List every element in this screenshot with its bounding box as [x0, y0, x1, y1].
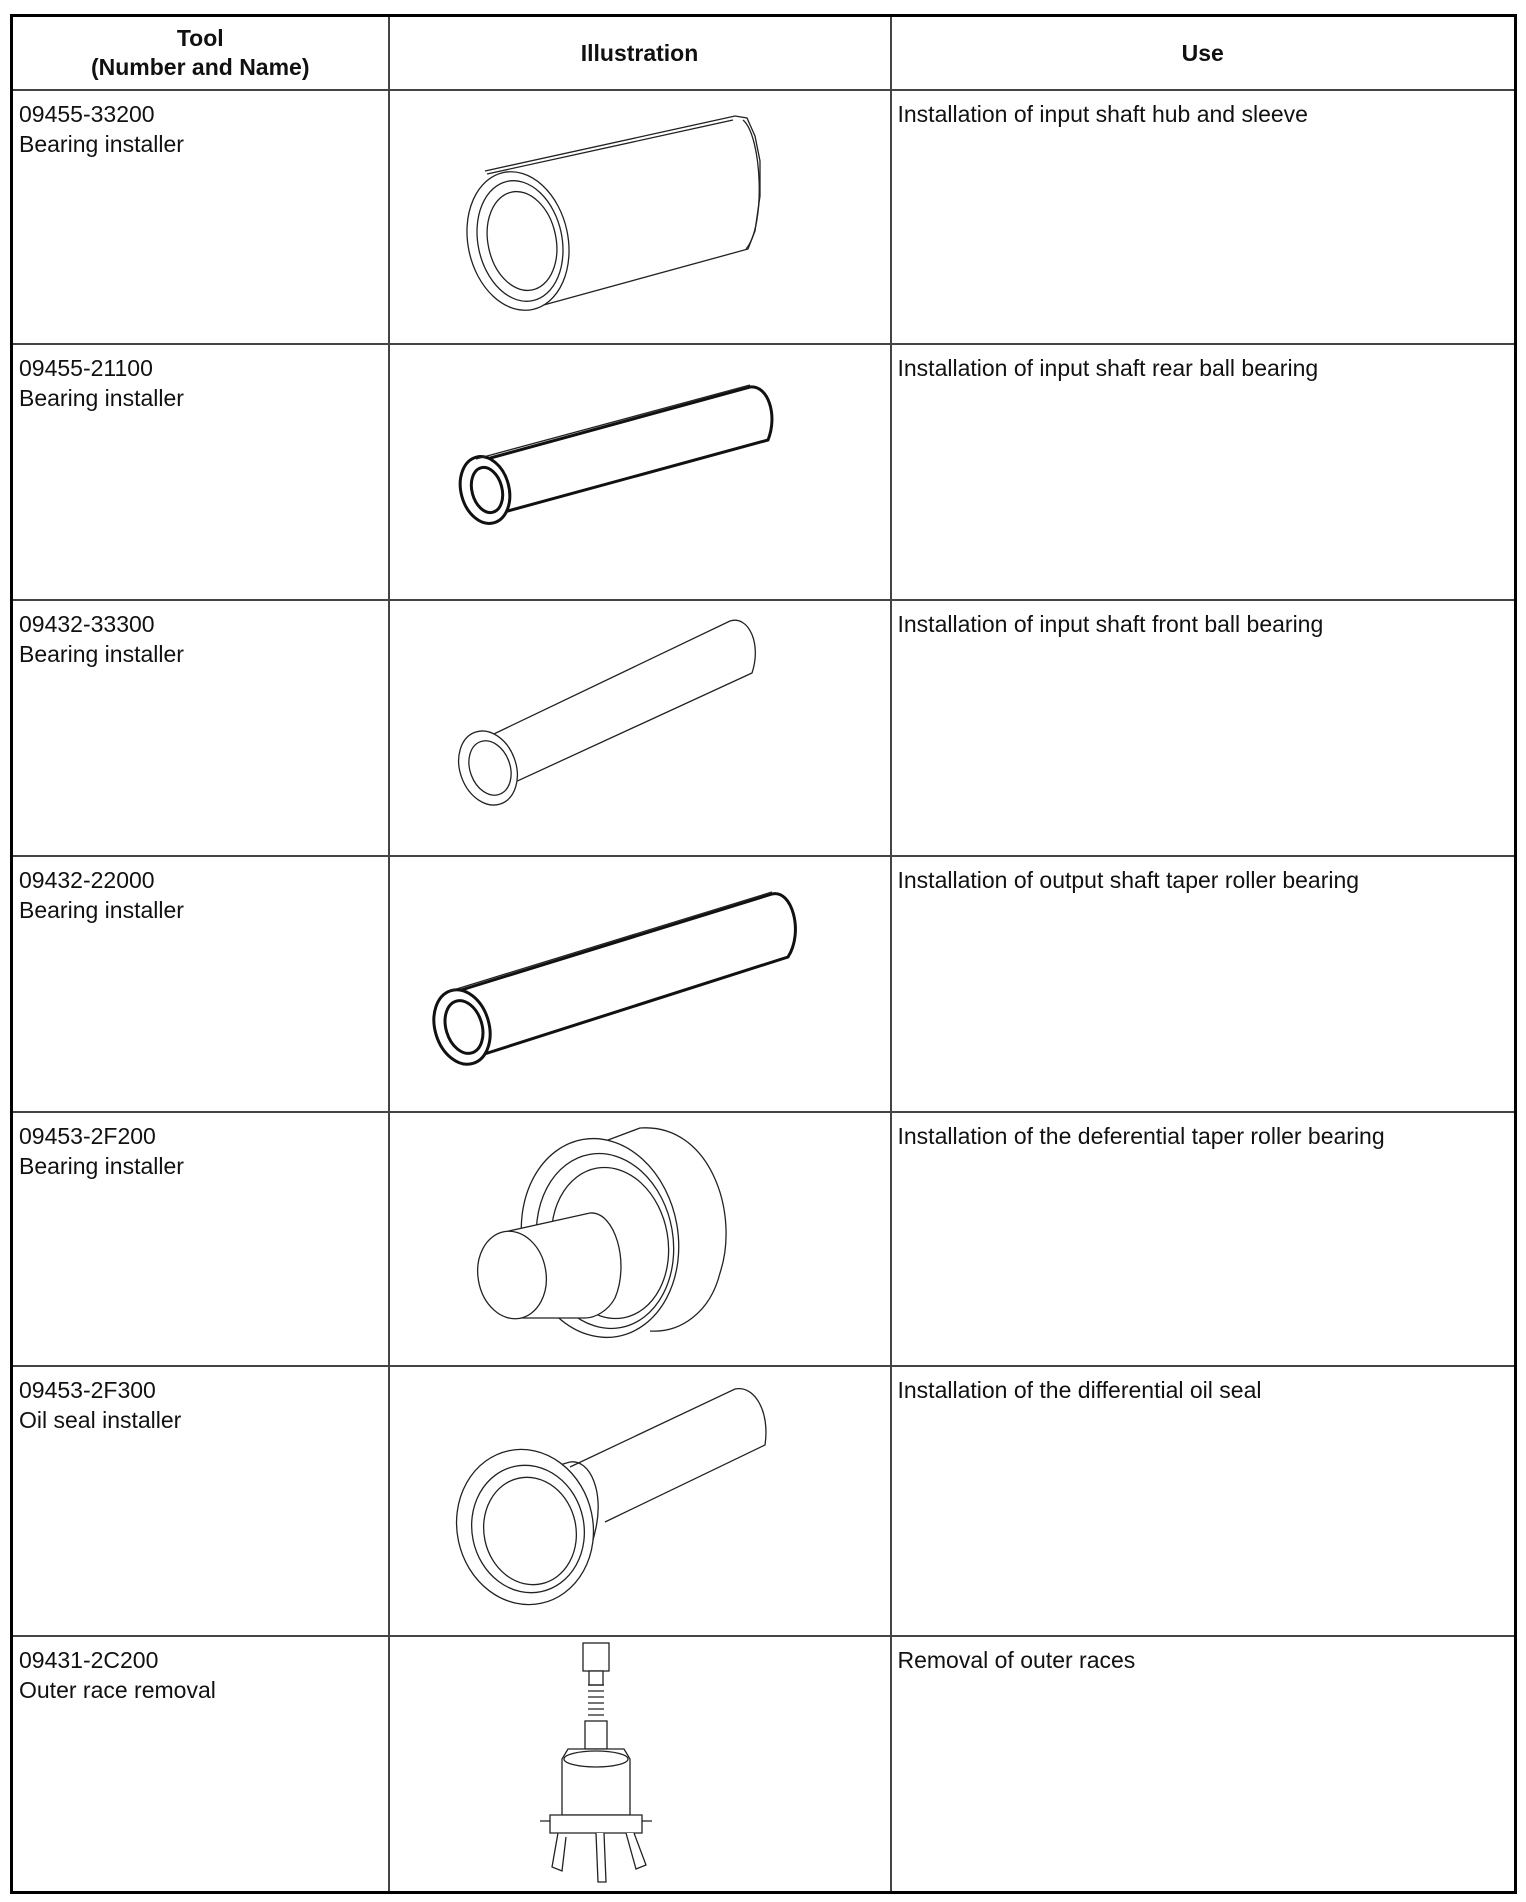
tool-name: Oil seal installer: [19, 1407, 182, 1433]
table-row: [12, 600, 1516, 856]
use-cell: Installation of the deferential taper roller bearing: [891, 1112, 1516, 1366]
tool-header-line1: Tool: [176, 25, 224, 51]
tool-cell: [12, 1366, 389, 1636]
tool-cell: [12, 856, 389, 1112]
illustration-cell: [389, 1636, 891, 1893]
tool-number: 09432-22000: [19, 867, 155, 893]
tool-number: 09455-33200: [19, 101, 155, 127]
tool-cell: [12, 90, 389, 344]
tool-cell: [12, 1636, 389, 1893]
use-cell: Removal of outer races: [891, 1636, 1516, 1893]
tool-name: Bearing installer: [19, 1153, 184, 1179]
table-row: [12, 90, 1516, 344]
tool-number: 09453-2F300: [19, 1377, 156, 1403]
short-sleeve-installer-icon: [390, 91, 890, 343]
table-row: [12, 856, 1516, 1112]
use-cell: Installation of input shaft front ball bearing: [891, 600, 1516, 856]
tool-number: 09455-21100: [19, 355, 153, 381]
illustration-column-header: Illustration: [389, 16, 891, 91]
thin-tube-installer-icon: [390, 601, 890, 855]
stepped-drift-installer-icon: [390, 1113, 890, 1365]
tool-cell: [12, 600, 389, 856]
use-cell: Installation of input shaft hub and sleeve: [891, 90, 1516, 344]
tool-cell: [12, 344, 389, 600]
illustration-cell: [389, 856, 891, 1112]
tool-number: 09432-33300: [19, 611, 155, 637]
illustration-cell: [389, 600, 891, 856]
use-column-header: Use: [891, 16, 1516, 91]
tool-name: Bearing installer: [19, 641, 184, 667]
illustration-cell: [389, 344, 891, 600]
long-tube-installer-icon: [390, 345, 890, 599]
tool-number: 09453-2F200: [19, 1123, 156, 1149]
table-row: [12, 344, 1516, 600]
table-row: [12, 1366, 1516, 1636]
race-puller-icon: [390, 1637, 890, 1891]
use-cell: Installation of input shaft rear ball bearing: [891, 344, 1516, 600]
special-tools-table: [10, 14, 1517, 1894]
table-header-row: [12, 16, 1516, 91]
long-tube-installer-icon: [390, 857, 890, 1111]
tool-name: Bearing installer: [19, 385, 184, 411]
tool-name: Bearing installer: [19, 897, 184, 923]
tool-column-header: [12, 16, 389, 91]
seal-installer-icon: [390, 1367, 890, 1635]
tool-number: 09431-2C200: [19, 1647, 159, 1673]
illustration-cell: [389, 90, 891, 344]
table-row: [12, 1636, 1516, 1893]
table-row: [12, 1112, 1516, 1366]
use-cell: Installation of output shaft taper roller bearing: [891, 856, 1516, 1112]
tool-name: Outer race removal: [19, 1677, 216, 1703]
use-cell: Installation of the differential oil seal: [891, 1366, 1516, 1636]
illustration-cell: [389, 1366, 891, 1636]
tool-cell: [12, 1112, 389, 1366]
tool-name: Bearing installer: [19, 131, 184, 157]
tool-header-line2: (Number and Name): [90, 54, 310, 80]
illustration-cell: [389, 1112, 891, 1366]
